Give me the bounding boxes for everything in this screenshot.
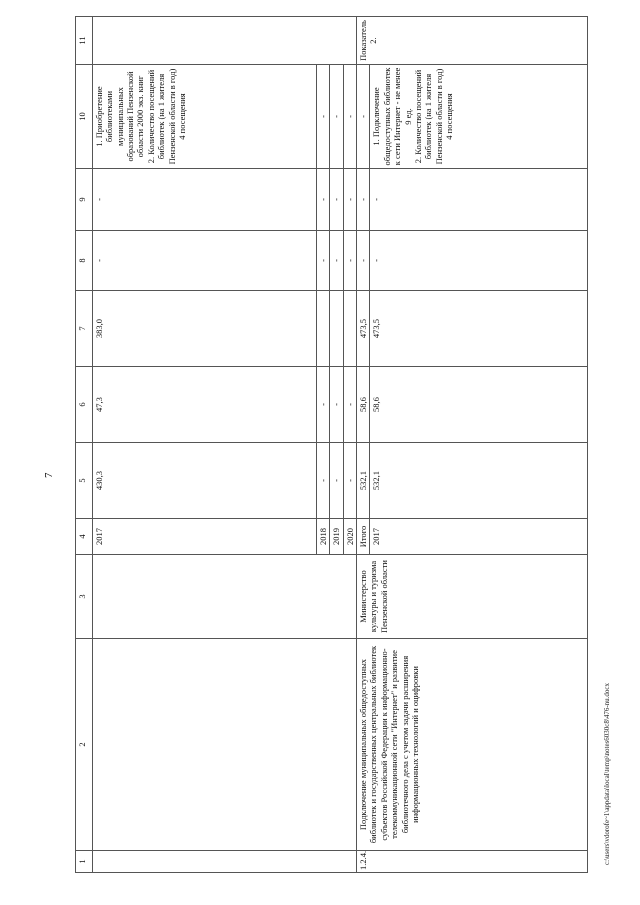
page-number: 7: [43, 472, 55, 478]
table-row: [93, 17, 317, 873]
file-path-footer: c:\users\vdorofe~1\appdata\local\temp\notes6030c8\476-nu.docx: [603, 682, 611, 865]
col-header-10: 10: [76, 65, 93, 169]
cell-c10: -: [317, 65, 330, 169]
cell-c1: [93, 851, 357, 873]
cell-total-c7: 473,5: [357, 291, 370, 367]
cell-c9: -: [317, 169, 330, 231]
col-header-3: 3: [76, 555, 93, 639]
cell-c7: 473,5: [370, 291, 588, 367]
cell-c8: -: [370, 231, 588, 291]
cell-item-name: Подключение муниципальных общедоступных библиотек и государственных центральных библиотек субъектов Российской Федерации к информационно-телекоммуникационной сети "Интернет" и развитие библиотечного дела с учетом задачи расширения информационных технологий и оцифровки: [357, 639, 588, 851]
cell-year: 2017: [370, 519, 588, 555]
cell-c7: [317, 291, 330, 367]
col-header-8: 8: [76, 231, 93, 291]
col-header-7: 7: [76, 291, 93, 367]
cell-total-label: Итого: [357, 519, 370, 555]
cell-item-number: 1.2.4.: [357, 851, 588, 873]
col-header-1: 1: [76, 851, 93, 873]
cell-total-c10: -: [357, 65, 370, 169]
cell-executor: Министерство культуры и туризма Пензенской области: [357, 555, 588, 639]
cell-c5: -: [343, 443, 356, 519]
cell-indicator: Показатель 2.: [357, 17, 588, 65]
cell-c10: -: [343, 65, 356, 169]
cell-c6: -: [330, 367, 343, 443]
cell-c8: -: [317, 231, 330, 291]
col-header-11: 11: [76, 17, 93, 65]
cell-year: 2020: [343, 519, 356, 555]
table-row: [357, 17, 370, 873]
rotated-table-container: [75, 17, 568, 873]
program-table: [75, 16, 588, 873]
cell-c8: -: [343, 231, 356, 291]
cell-c5: 532,1: [370, 443, 588, 519]
cell-c9: -: [330, 169, 343, 231]
col-header-6: 6: [76, 367, 93, 443]
cell-c9: -: [93, 169, 317, 231]
cell-c10: 1. Подключение общедоступных библиотек к сети Интернет - не менее 9 ед. 2. Количество посещений библиотек (на 1 жителя Пензенской области в год) 4 посещения: [370, 65, 588, 169]
cell-c7: 383,0: [93, 291, 317, 367]
cell-year: 2017: [93, 519, 317, 555]
cell-c3: [93, 555, 357, 639]
cell-c8: -: [93, 231, 317, 291]
cell-c6: 47,3: [93, 367, 317, 443]
cell-c6: -: [343, 367, 356, 443]
cell-c10: -: [330, 65, 343, 169]
cell-c6: 58,6: [370, 367, 588, 443]
cell-total-c5: 532,1: [357, 443, 370, 519]
cell-year: 2019: [330, 519, 343, 555]
cell-year: 2018: [317, 519, 330, 555]
col-header-4: 4: [76, 519, 93, 555]
cell-total-c6: 58,6: [357, 367, 370, 443]
cell-c9: -: [343, 169, 356, 231]
cell-total-c9: -: [357, 169, 370, 231]
cell-c5: -: [317, 443, 330, 519]
cell-c11: [93, 17, 357, 65]
col-header-2: 2: [76, 639, 93, 851]
cell-c9: -: [370, 169, 588, 231]
header-row: [76, 17, 93, 873]
cell-c5: -: [330, 443, 343, 519]
cell-c7: [330, 291, 343, 367]
cell-c8: -: [330, 231, 343, 291]
col-header-5: 5: [76, 443, 93, 519]
cell-c10: 1. Приобретение библиотеками муниципальных образований Пензенской области 2000 экз. книг 2. Количество посещений библиотек (на 1 жителя Пензенской области в год) 4 посещения: [93, 65, 317, 169]
cell-c6: -: [317, 367, 330, 443]
cell-c5: 430,3: [93, 443, 317, 519]
col-header-9: 9: [76, 169, 93, 231]
cell-total-c8: -: [357, 231, 370, 291]
cell-c7: [343, 291, 356, 367]
cell-c2: [93, 639, 357, 851]
